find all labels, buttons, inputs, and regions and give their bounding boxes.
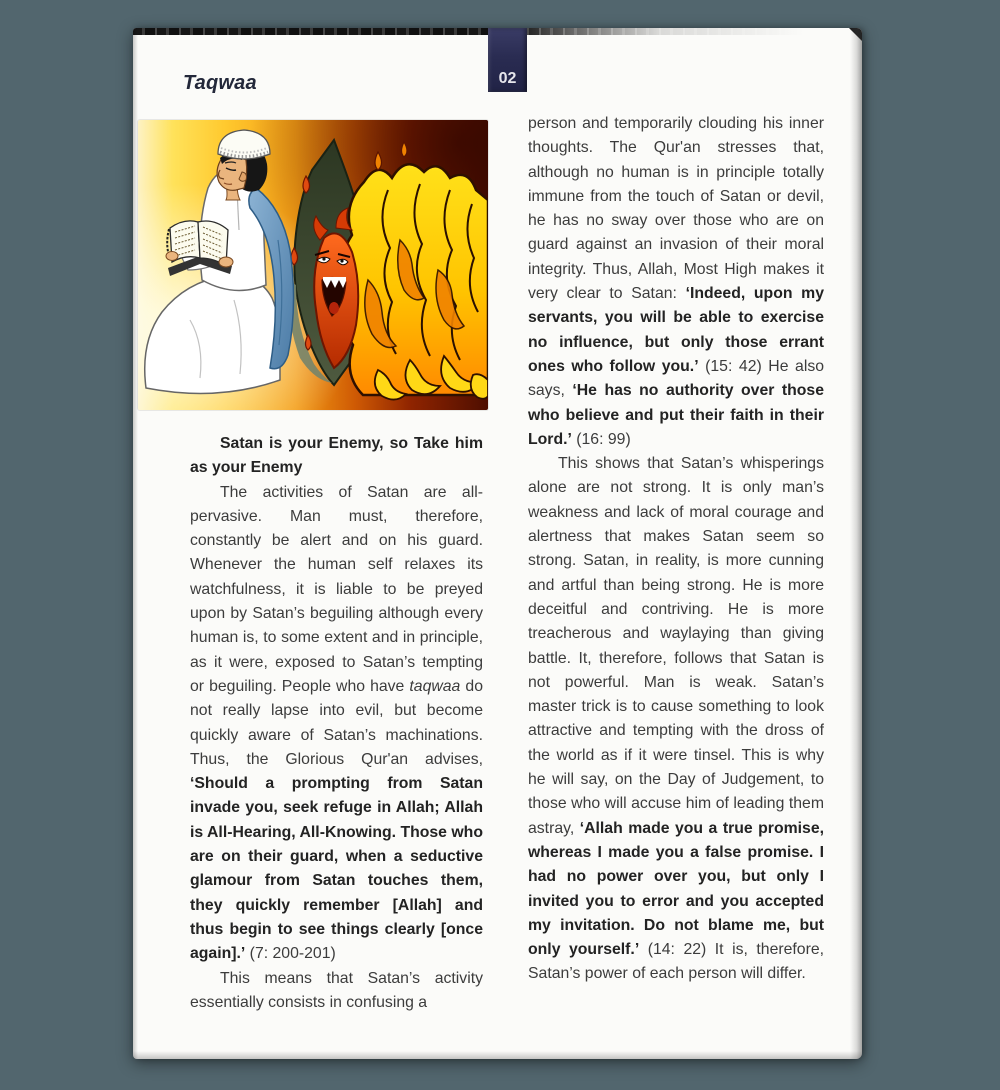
paragraph [528,112,824,452]
text-run: person and temporarily clouding his inner thoughts. The Qur'an stresses that, although no human is in principle totally immune from the touch of Satan or devil, he has no sway over those who are on guard against an invasion of their moral integrity. Thus, Allah, Most High makes it very clear to Satan: [528,115,824,303]
text-column-left [190,432,483,1054]
illustration-man-reading-quran-flames [138,120,488,410]
text-run: (14: 22) It is, therefore, Satan’s power of each person will differ. [528,941,824,983]
illustration-svg [138,120,488,410]
text-column-right [528,112,824,1056]
text-run: ‘Allah made you a true promise, whereas I made you a false promise. I had no power over you, but only I invited you to error and you accepted my invitation. Do not blame me, but only yourself.’ [528,819,824,959]
hand-left [166,252,178,261]
hand-right [219,257,233,267]
text-run: This shows that Satan’s whisperings alone are not strong. It is only man’s weakness and lack of moral courage and alertness that makes Satan seem so strong. Satan, in reality, is more cunning and artful than being strong. He is more deceitful and contriving. He is more treacherous and waylaying than giving battle. It, therefore, follows that Satan is not powerful. Man is weak. Satan’s master trick is to cause something to look attractive and tempting with the dross of the world as if it were tinsel. This is why he will say, on the Day of Judgement, to those who will accuse him of leading them astray, [528,455,824,837]
paragraph [190,432,483,481]
text-run: (7: 200-201) [245,945,336,963]
page-edge-shading-right [850,28,862,1059]
text-run: taqwaa [409,677,461,695]
text-run: ‘He has no authority over those who believe and put their faith in their Lord.’ [528,382,824,448]
text-run: The activities of Satan are all-pervasive. Man must, therefore, constantly be alert and on his guard. Whenever the human self relaxes its watchfulness, it is liable to be preyed upon by Satan’s beguiling although every human is, to some extent and in principle, as it were, exposed to Satan’s tempting or beguiling. People who have [190,483,483,695]
text-run: (16: 99) [571,430,631,448]
text-run: ‘Indeed, upon my servants, you will be able to exercise no influence, but only those errant ones who follow you.’ [528,285,824,375]
text-run: ‘Should a prompting from Satan invade you, seek refuge in Allah; Allah is All-Hearing, All-Knowing. Those who are on their guard, when a seductive glamour from Satan touches them, they quickly remember [Allah] and thus begin to see things clearly [once again].’ [190,775,483,963]
text-run: (15: 42) He also says, [528,357,824,400]
text-run: Satan is your Enemy, so Take him as your Enemy [190,435,483,477]
page-edge-shading-left [133,28,138,1059]
text-run: do not really lapse into evil, but become quickly aware of Satan’s machinations. Thus, the Glorious Qur'an advises, [190,677,483,768]
chapter-number: 02 [498,70,517,87]
paragraph [528,452,824,987]
chapter-number-tab [488,28,527,92]
paragraph [190,481,483,967]
flames [342,142,488,400]
text-run: This means that Satan’s activity essentially consists in confusing a [190,969,483,1011]
page-edge-shading-bottom [133,1051,862,1059]
paragraph [190,967,483,1016]
running-header-title: Taqwaa [183,72,257,94]
book-page [133,28,862,1059]
